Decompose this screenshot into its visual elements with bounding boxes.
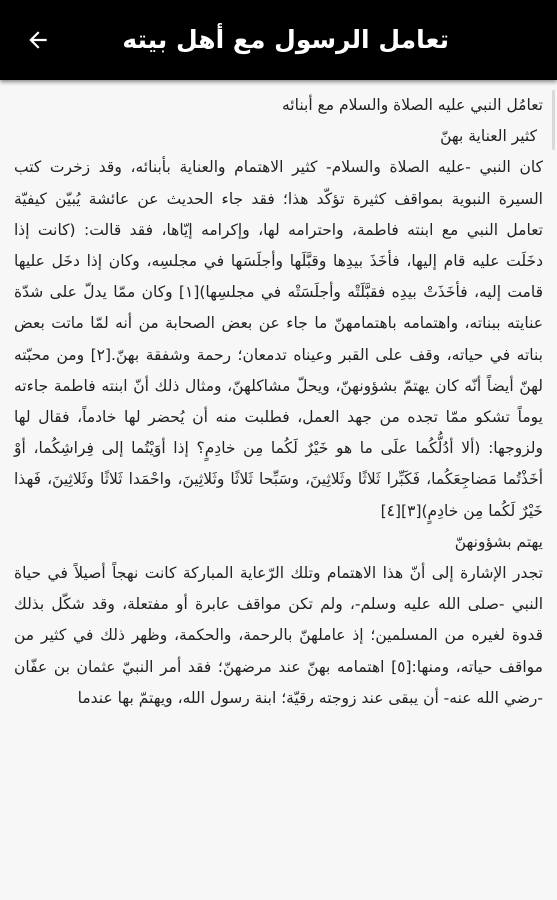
article-subheading: يهتم بشؤونهنّ [454,532,543,551]
arrow-back-icon [25,27,51,53]
scrollbar[interactable] [552,90,555,150]
article-paragraph: كان النبي -عليه الصلاة والسلام- كثير الاهتمام والعناية بأبنائه، وقد زخرت كتب السيرة النبوية بمواقف كثيرة تؤكّد هذا؛ فقد جاء الحديث عن عائشة يُبيّن كيفيّة تعامل النبي مع ابنته فاطمة، واحترامه لها، وإكرامه إيّاها، فقد قالت: (كانت إذا دخَلَت عليه قام إليها، فأخَذَ بيدِها وقبَّلَها وأجلَسَها في مجلسِه، وكان إذا دخَل عليها قامت إليه، فأخَذَتْ بيدِه فقبَّلَتْه وأجلَسَتْه في مجلسِها)[١] وكان ممّا يدلّ على شدّة عنايته ببناته، واهتمامه باهتمامهنّ ما جاء عن بعض الصحابة من أنه لمّا ماتت بعض بناته في حياته، وقف على القبر وعيناه تدمعان؛ رحمة وشفقة بهنّ.[٢] ومن محبّته لهنّ أيضاً أنّه كان يهتمّ بشؤونهنّ، ويحلّ مشاكلهنّ، ومثال ذلك أنّ ابنته فاطمة جاءته يوماً تشكو ممّا تجده من جهد العمل، فطلبت منه أن يُحضر لها خادماً، فقال لها ولزوجها: (ألا أدُلُّكُما علَى ما هو خَيْرٌ لَكُما مِن خادِمٍ؟ إذا أوَيْتُما إلى فِراشِكُما، أوْ أخَذْتُما مَضاجِعَكُما، فَكَبِّرا ثَلاثًا وثَلاثِينَ، وسَبِّحا ثَلاثًا وثَلاثِينَ، واحْمَدا ثَلاثًا وثَلاثِينَ، فَهذا خَيْرٌ لَكُما مِن خادِمٍ)[٣][٤] [14,158,543,520]
article-subheading: كثير العناية بهنّ [440,127,537,146]
app-bar [0,0,557,80]
page-title: تعامل الرسول مع أهل بيته [122,25,449,54]
article-scroll-area[interactable] [0,80,557,900]
back-button[interactable] [16,18,60,62]
article-body [0,80,557,714]
article-heading: تعامُل النبي عليه الصلاة والسلام مع أبنائه [281,96,543,114]
article-paragraph: تجدر الإشارة إلى أنّ هذا الاهتمام وتلك الرّعاية المباركة كانت نهجاً أصيلاً في حياة النبي -صلى الله عليه وسلم-، ولم تكن مواقف عابرة أو مفتعلة، وقد شكّل بذلك قدوة لغيره من المسلمين؛ إذ عاملهنّ بالرحمة، والحكمة، وظهر ذلك في كثير من مواقف حياته، ومنها:[٥] اهتمامه بهنّ عند مرضهنّ؛ فقد أمر النبيّ عثمان بن عفّان -رضي الله عنه- أن يبقى عند زوجته رقيّة؛ ابنة رسول الله، ويهتمّ بها عندما [14,564,543,707]
